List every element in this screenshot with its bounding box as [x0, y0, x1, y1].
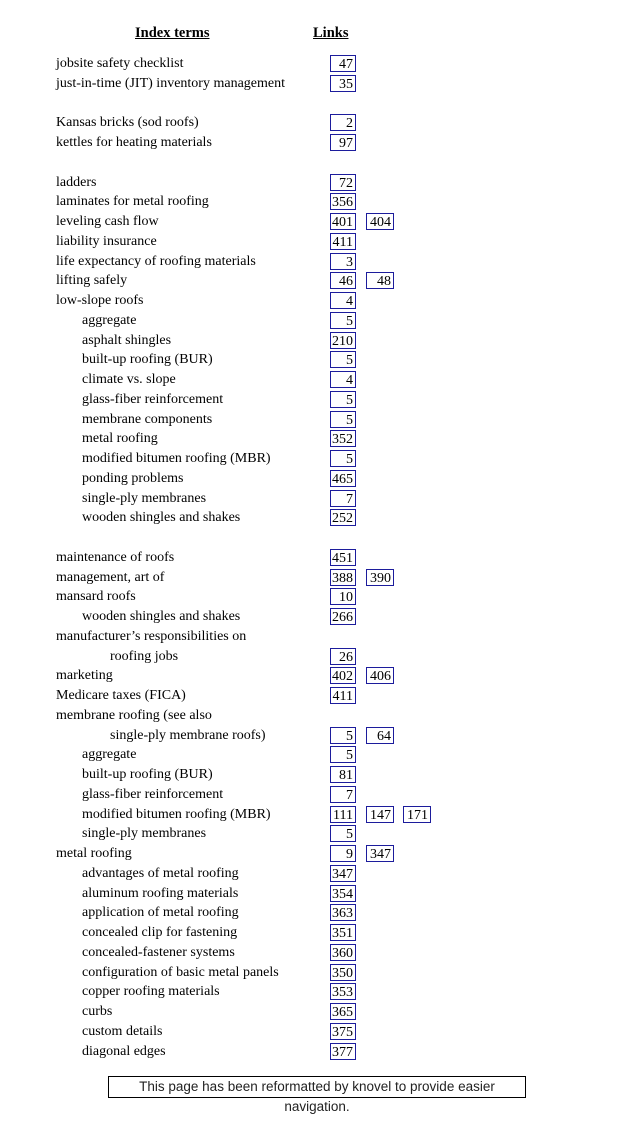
index-subterm: built-up roofing (BUR) — [82, 352, 213, 368]
page-link[interactable]: 377 — [330, 1043, 356, 1060]
index-entry — [0, 449, 638, 469]
index-entry — [0, 133, 638, 153]
index-subterm: wooden shingles and shakes — [82, 510, 241, 526]
index-term: mansard roofs — [56, 589, 136, 605]
index-entry — [0, 587, 638, 607]
index-subterm: advantages of metal roofing — [82, 865, 239, 881]
page-link[interactable]: 64 — [366, 727, 394, 744]
index-entry — [0, 923, 638, 943]
page-link[interactable]: 10 — [330, 588, 356, 605]
index-entry — [0, 627, 638, 647]
index-subterm: concealed clip for fastening — [82, 925, 238, 940]
index-entry — [0, 864, 638, 884]
page-link[interactable]: 72 — [330, 174, 356, 191]
page-link[interactable]: 360 — [330, 944, 356, 961]
page-link[interactable]: 26 — [330, 648, 356, 665]
index-entry — [0, 706, 638, 726]
page-link[interactable]: 4 — [330, 371, 356, 388]
page-link[interactable]: 353 — [330, 983, 356, 1000]
index-subterm: diagonal edges — [82, 1043, 166, 1059]
index-term: ladders — [56, 174, 97, 190]
index-entry — [0, 252, 638, 272]
page-link[interactable]: 388 — [330, 569, 356, 586]
index-subterm: custom details — [82, 1023, 163, 1039]
index-entry — [0, 212, 638, 232]
index-entry — [0, 785, 638, 805]
index-entry — [0, 548, 638, 568]
index-term: Medicare taxes (FICA) — [56, 688, 186, 703]
index-entry — [0, 410, 638, 430]
index-entry — [0, 311, 638, 331]
page-link[interactable]: 347 — [330, 865, 356, 882]
index-entry — [0, 331, 638, 351]
page-link[interactable]: 81 — [330, 766, 356, 783]
page-link[interactable]: 411 — [330, 687, 356, 704]
index-term: manufacturer’s responsibilities on — [56, 628, 247, 644]
index-entry — [0, 844, 638, 864]
index-entry — [0, 192, 638, 212]
page-link[interactable]: 7 — [330, 786, 356, 803]
index-entry — [0, 765, 638, 785]
knovel-footer-note: This page has been reformatted by knovel to provide easier navigation. — [108, 1076, 526, 1098]
index-entry — [0, 469, 638, 489]
page-link[interactable]: 354 — [330, 885, 356, 902]
page-link[interactable]: 390 — [366, 569, 394, 586]
index-term: liability insurance — [56, 233, 157, 249]
page-link[interactable]: 451 — [330, 549, 356, 566]
index-entry — [0, 607, 638, 627]
index-entry — [0, 54, 638, 74]
page-link[interactable]: 2 — [330, 114, 356, 131]
index-subterm: membrane components — [82, 411, 213, 427]
index-subterm: modified bitumen roofing (MBR) — [82, 806, 271, 822]
index-entry — [0, 982, 638, 1002]
index-entry — [0, 943, 638, 963]
index-entry — [0, 805, 638, 825]
page-link[interactable]: 9 — [330, 845, 356, 862]
index-subterm: curbs — [82, 1004, 113, 1019]
index-subterm: copper roofing materials — [82, 984, 220, 1000]
page-link[interactable]: 465 — [330, 470, 356, 487]
index-subterm: ponding problems — [82, 470, 184, 486]
index-term: laminates for metal roofing — [56, 194, 209, 210]
index-spacer — [0, 528, 638, 548]
index-entry — [0, 291, 638, 311]
page-link[interactable]: 347 — [366, 845, 394, 862]
index-entry — [0, 429, 638, 449]
page-link[interactable]: 252 — [330, 509, 356, 526]
page-link[interactable]: 35 — [330, 75, 356, 92]
page-link[interactable]: 5 — [330, 450, 356, 467]
page-link[interactable]: 5 — [330, 411, 356, 428]
index-entry — [0, 508, 638, 528]
index-subterm: climate vs. slope — [82, 372, 176, 387]
page-link[interactable]: 356 — [330, 193, 356, 210]
page-link[interactable]: 46 — [330, 272, 356, 289]
index-subterm: metal roofing — [82, 431, 158, 447]
index-term: jobsite safety checklist — [56, 56, 184, 71]
page-link[interactable]: 210 — [330, 332, 356, 349]
page-link[interactable]: 351 — [330, 924, 356, 941]
page-link[interactable]: 171 — [403, 806, 431, 823]
page-link[interactable]: 404 — [366, 213, 394, 230]
index-subterm: aluminum roofing materials — [82, 885, 239, 901]
index-term: maintenance of roofs — [56, 549, 175, 565]
index-entry — [0, 350, 638, 370]
index-term: management, art of — [56, 569, 165, 585]
index-subterm: concealed-fastener systems — [82, 944, 235, 960]
index-entry — [0, 884, 638, 904]
index-subterm: aggregate — [82, 747, 137, 763]
index-entry — [0, 745, 638, 765]
page-link[interactable]: 5 — [330, 351, 356, 368]
index-subterm: built-up roofing (BUR) — [82, 767, 213, 782]
page-link[interactable]: 7 — [330, 490, 356, 507]
index-subterm: glass-fiber reinforcement — [82, 786, 224, 802]
index-term: kettles for heating materials — [56, 135, 212, 150]
index-entry — [0, 370, 638, 390]
index-entry — [0, 1022, 638, 1042]
index-subterm: roofing jobs — [110, 648, 179, 664]
index-subterm: single-ply membranes — [82, 490, 207, 506]
index-subterm: asphalt shingles — [82, 332, 172, 348]
page-link[interactable]: 3 — [330, 253, 356, 270]
index-term: metal roofing — [56, 846, 132, 861]
page-link[interactable]: 352 — [330, 430, 356, 447]
index-entry — [0, 1042, 638, 1062]
index-subterm: glass-fiber reinforcement — [82, 391, 224, 407]
index-term: membrane roofing (see also — [56, 707, 212, 723]
page-link[interactable]: 48 — [366, 272, 394, 289]
page-link[interactable]: 5 — [330, 391, 356, 408]
index-subterm: modified bitumen roofing (MBR) — [82, 451, 271, 466]
page-link[interactable]: 350 — [330, 964, 356, 981]
index-entry — [0, 1002, 638, 1022]
index-entry — [0, 666, 638, 686]
index-subterm: single-ply membranes — [82, 826, 207, 842]
index-entry — [0, 232, 638, 252]
index-term: life expectancy of roofing materials — [56, 253, 256, 269]
index-entry — [0, 726, 638, 746]
index-spacer — [0, 153, 638, 173]
index-entry — [0, 390, 638, 410]
index-spacer — [0, 94, 638, 114]
index-term: low-slope roofs — [56, 293, 144, 308]
index-subterm: single-ply membrane roofs) — [110, 727, 266, 743]
page-link[interactable]: 411 — [330, 233, 356, 250]
page-link[interactable]: 266 — [330, 608, 356, 625]
index-term: just-in-time (JIT) inventory management — [56, 75, 285, 91]
page-link[interactable]: 5 — [330, 727, 356, 744]
index-term: leveling cash flow — [56, 214, 159, 229]
index-subterm: configuration of basic metal panels — [82, 964, 279, 980]
index-term: lifting safely — [56, 273, 128, 289]
page-link[interactable]: 5 — [330, 312, 356, 329]
page-link[interactable]: 406 — [366, 667, 394, 684]
page-link[interactable]: 402 — [330, 667, 356, 684]
page-link[interactable]: 365 — [330, 1003, 356, 1020]
page-link[interactable]: 5 — [330, 746, 356, 763]
page-link[interactable]: 47 — [330, 55, 356, 72]
index-entry — [0, 568, 638, 588]
index-entry — [0, 963, 638, 983]
index-entry — [0, 647, 638, 667]
index-subterm: wooden shingles and shakes — [82, 609, 241, 624]
index-terms-heading: Index terms — [135, 25, 210, 41]
index-subterm: application of metal roofing — [82, 905, 239, 921]
index-entry — [0, 489, 638, 509]
page-link[interactable]: 147 — [366, 806, 394, 823]
index-term: marketing — [56, 668, 113, 684]
page-link[interactable]: 401 — [330, 213, 356, 230]
index-entry — [0, 113, 638, 133]
links-heading: Links — [313, 25, 349, 41]
page-link[interactable]: 5 — [330, 825, 356, 842]
page-link[interactable]: 97 — [330, 134, 356, 151]
index-entry — [0, 74, 638, 94]
index-entry — [0, 173, 638, 193]
index-term: Kansas bricks (sod roofs) — [56, 115, 199, 131]
index-entry — [0, 271, 638, 291]
page-link[interactable]: 4 — [330, 292, 356, 309]
index-entry — [0, 686, 638, 706]
page-link[interactable]: 111 — [330, 806, 356, 823]
page-link[interactable]: 375 — [330, 1023, 356, 1040]
index-entry — [0, 824, 638, 844]
index-entry — [0, 903, 638, 923]
index-subterm: aggregate — [82, 312, 137, 328]
page-link[interactable]: 363 — [330, 904, 356, 921]
